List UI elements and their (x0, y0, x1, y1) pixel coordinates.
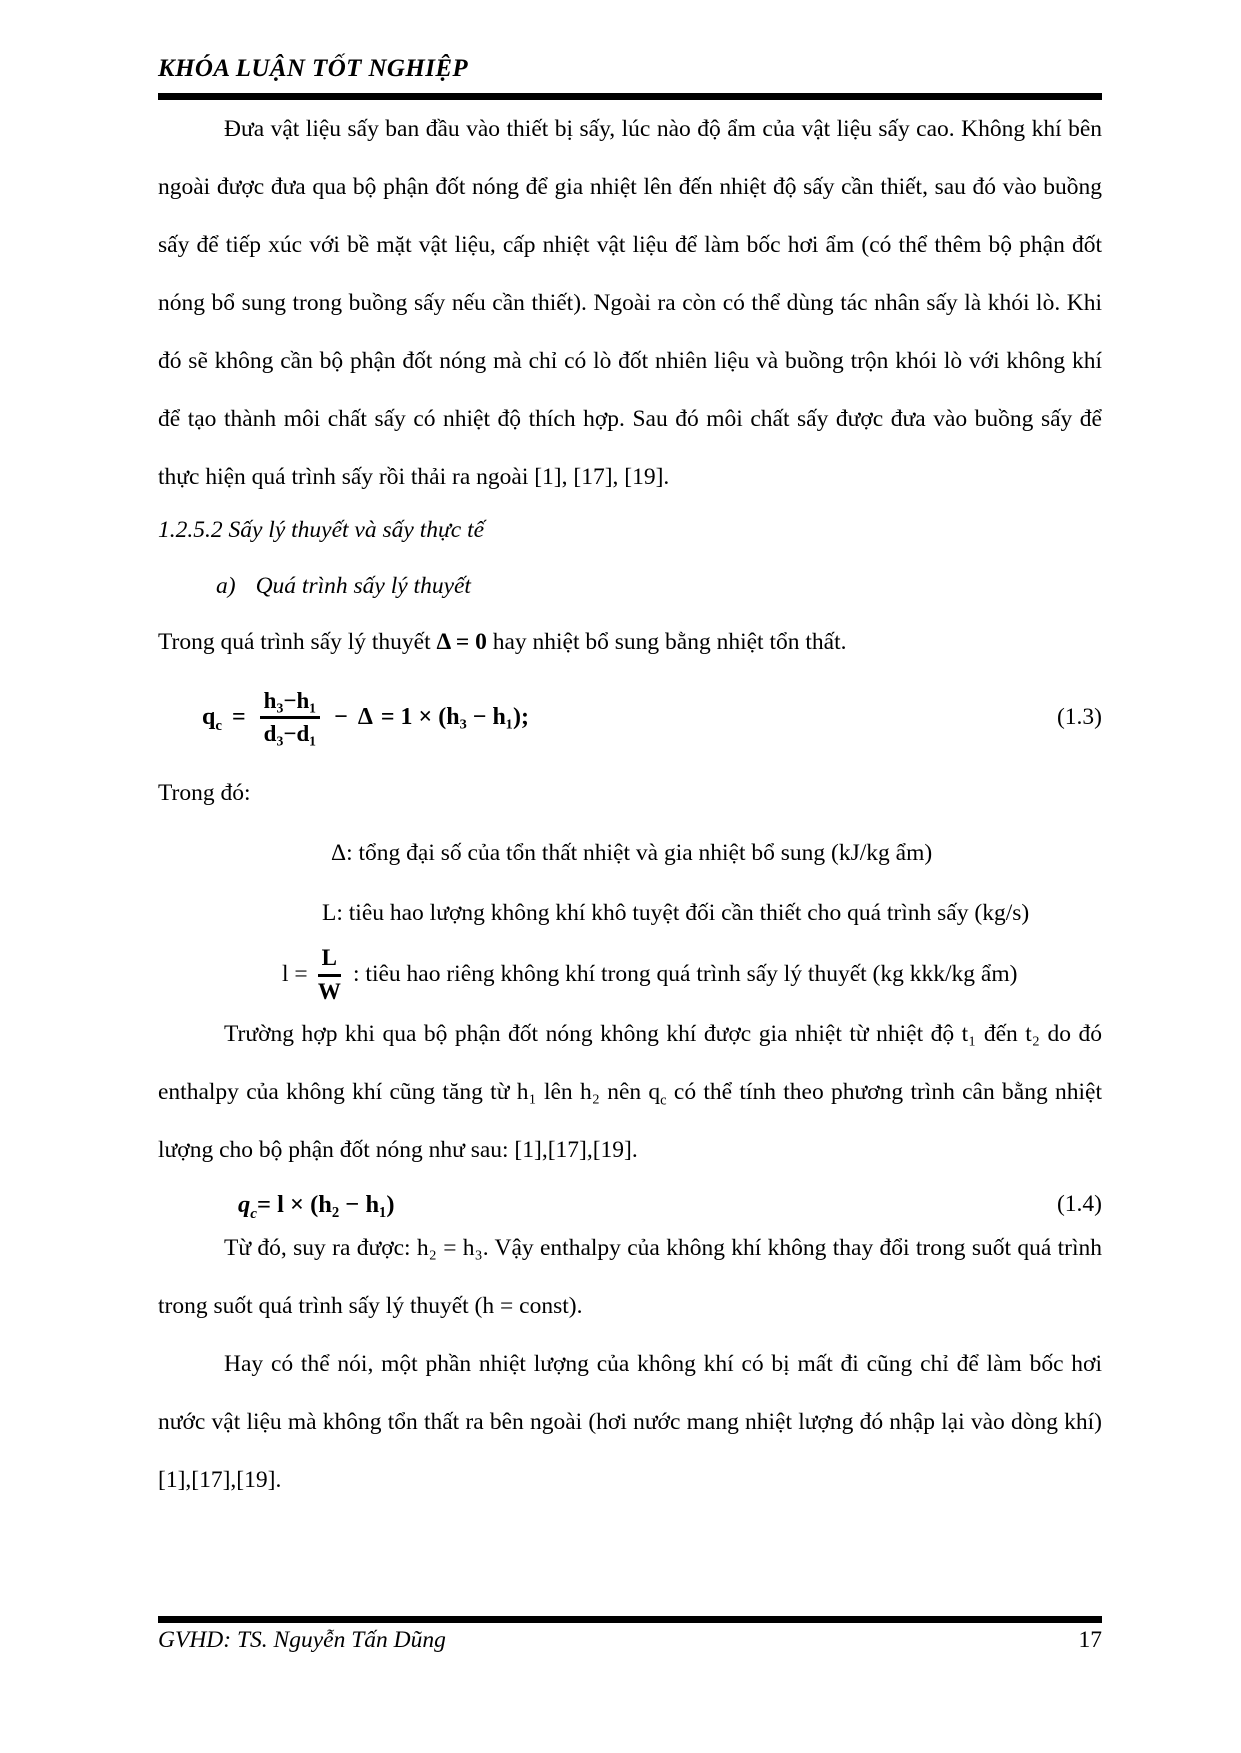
eq14-right-side: = l × (h₂ − h₁) (257, 1190, 395, 1218)
eq13-fraction (260, 688, 320, 748)
theory-intro-pre: Trong quá trình sấy lý thuyết (158, 629, 437, 655)
section-heading-1-2-5-2: 1.2.5.2 Sấy lý thuyết và sấy thực tế (158, 517, 485, 543)
list-item-a-title: Quá trình sấy lý thuyết (255, 573, 471, 599)
paragraph-heating-pre: Trường hợp khi qua bộ phận đốt nóng không khí được gia nhiệt từ nhiệt độ t₁ đến t₂ do đó enthalpy của không khí cũng tăng từ h₁ lên h₂ nên q (158, 1020, 1102, 1105)
where-label: Trong đó: (158, 780, 251, 806)
equation-1-4-number: (1.4) (1056, 1191, 1102, 1217)
eq13-q-symbol: $q_c$ (202, 703, 222, 734)
paragraph-enthalpy-constant: Từ đó, suy ra được: h₂ = h₃. Vậy enthalpy của không khí không thay đổi trong suốt quá trình trong suốt quá trình sấy lý thuyết (h = const). (158, 1234, 1102, 1319)
eq13-minus-sign: − (334, 703, 348, 730)
eq13-fraction-numerator: h₃−h₁ (260, 688, 320, 720)
eq13-delta-symbol: Δ (357, 703, 373, 730)
definition-l (158, 945, 1102, 1005)
definition-l-symbol: l = (282, 961, 308, 988)
eq14-q-subscript: c (250, 1204, 257, 1222)
paragraph-heating (158, 1005, 1102, 1179)
page-content (158, 0, 1102, 1509)
paragraph-theory-intro (158, 620, 1102, 664)
delta-zero-expression: Δ = 0 (436, 629, 487, 655)
page-footer (158, 1616, 1102, 1654)
document-title: KHÓA LUẬN TỐT NGHIỆP (158, 55, 469, 82)
definition-l-numerator: L (318, 945, 341, 977)
equation-1-3-number: (1.3) (1056, 703, 1102, 730)
page-number: 17 (1078, 1627, 1102, 1653)
definition-L: L: tiêu hao lượng không khí khô tuyệt đối cần thiết cho quá trình sấy (kg/s) (322, 900, 1030, 926)
definition-l-denominator: W (317, 978, 341, 1004)
theory-intro-post: hay nhiệt bổ sung bằng nhiệt tổn thất. (486, 629, 847, 655)
eq13-fraction-denominator: d₃−d₁ (263, 721, 317, 747)
eq13-right-side: = 1 × (h₃ − h₁); (380, 703, 529, 730)
advisor-name: GVHD: TS. Nguyễn Tấn Dũng (158, 1627, 446, 1653)
eq13-equals-sign: = (231, 703, 246, 730)
footer-rule (158, 1616, 1102, 1623)
definition-l-fraction (318, 945, 341, 1005)
paragraph-heat-loss: Hay có thể nói, một phần nhiệt lượng của không khí có bị mất đi cũng chỉ để làm bốc hơi nước vật liệu mà không tổn thất ra bên ngoài (hơi nước mang nhiệt lượng đó nhập lại vào dòng khí) [1],[17],[19]. (158, 1350, 1102, 1493)
list-item-a-label: a) (216, 573, 236, 599)
paragraph-drying-process: Đưa vật liệu sấy ban đầu vào thiết bị sấy, lúc nào độ ẩm của vật liệu sấy cao. Không khí bên ngoài được đưa qua bộ phận đốt nóng để gia nhiệt lên đến nhiệt độ sấy cần thiết, sau đó vào buồng sấy để tiếp xúc với bề mặt vật liệu, cấp nhiệt vật liệu để làm bốc hơi ẩm (có thể thêm bộ phận đốt nóng bổ sung trong buồng sấy nếu cần thiết). Ngoài ra còn có thể dùng tác nhân sấy là khói lò. Khi đó sẽ không cần bộ phận đốt nóng mà chỉ có lò đốt nhiên liệu và buồng trộn khói lò với không khí để tạo thành môi chất sấy có nhiệt độ thích hợp. Sau đó môi chất sấy được đưa vào buồng sấy để thực hiện quá trình sấy rồi thải ra ngoài [1], [17], [19]. (158, 116, 1102, 490)
paragraph-heating-post: có thể tính theo phương trình cân bằng nhiệt lượng cho bộ phận đốt nóng như sau: [1],[17],[19]. (158, 1078, 1102, 1163)
eq13-q-subscript: c (215, 717, 222, 734)
footer-row (158, 1627, 1102, 1654)
definition-delta: Δ: tổng đại số của tổn thất nhiệt và gia nhiệt bổ sung (kJ/kg ẩm) (331, 840, 933, 866)
equation-1-4 (238, 1190, 1102, 1222)
list-item-a (158, 564, 1102, 608)
eq14-q-symbol: $q_c$ (238, 1190, 257, 1222)
header-rule (158, 93, 1102, 100)
qc-subscript: c (660, 1092, 667, 1109)
definition-l-description: : tiêu hao riêng không khí trong quá trình sấy lý thuyết (kg kkk/kg ẩm) (353, 961, 1018, 988)
equation-1-3 (202, 688, 1102, 748)
